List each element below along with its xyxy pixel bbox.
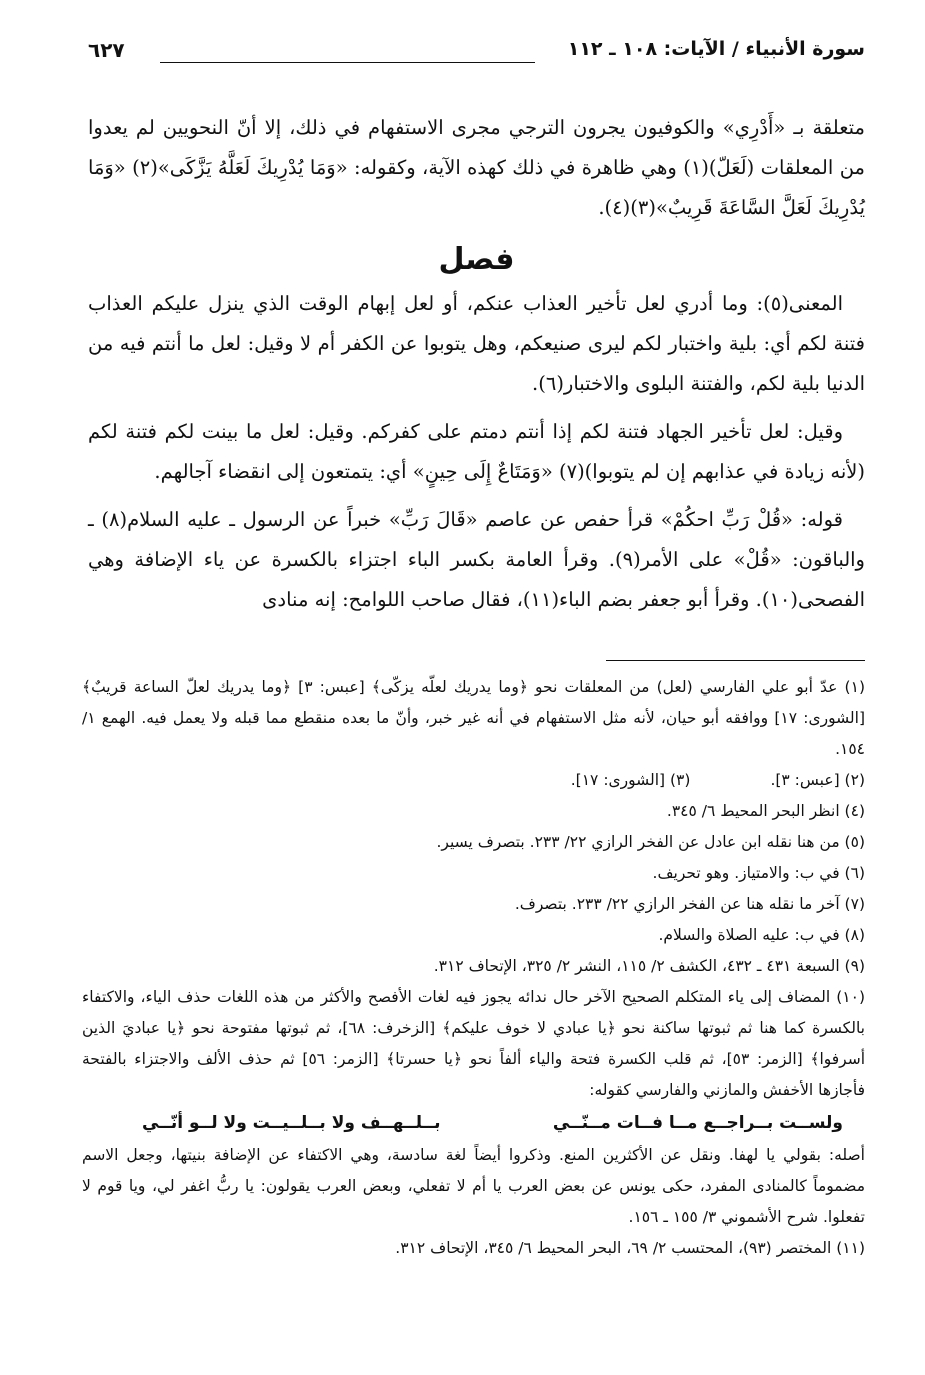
footnote-1: (١) عدّ أبو علي الفارسي (لعل) من المعلقات نحو ﴿وما يدريك لعلّه يزكّى﴾ [عبس: ٣] ﴿وما يدريك لعلّ الساعة قريبٌ﴾ [الشورى: ١٧] ووافقه أبو حيان، لأنه مثل الاستفهام في أنه غير خبر، وأنّ ما بعده منقطع مما قبله ولا يعمل فيه. الهمع ١/ ١٥٤. (82, 678, 865, 758)
paragraph-4: قوله: «قُلْ رَبِّ احكُمْ» قرأ حفص عن عاصم «قَالَ رَبِّ» خبراً عن الرسول ـ عليه السلام(٨) ـ والباقون: «قُلْ» على الأمر(٩). وقرأ العامة بكسر الباء اجتزاء بالكسرة عن ياء الإضافة وهي الفصحى(١٠). وقرأ أبو جعفر بضم الباء(١١)، فقال صاحب اللوامح: إنه منادى (88, 508, 865, 611)
footnote-9: (٩) السبعة ٤٣١ ـ ٤٣٢، الكشف ٢/ ١١٥، النشر ٢/ ٣٢٥، الإتحاف ٣١٢. (433, 957, 865, 975)
footnote-3: (٣) [الشورى: ١٧]. (570, 771, 691, 789)
main-text (88, 108, 865, 628)
poetry-verse (82, 1106, 865, 1140)
paragraph-2: المعنى(٥): وما أدري لعل تأخير العذاب عنكم، أو لعل إبهام الوقت الذي ينزل عليكم العذاب فتنة لكم أي: بلية واختبار لكم ليرى صنيعكم، وهل يتوبوا عن الكفر أم لا وقيل: لعل ما أنتم فيه من الدنيا بلية لكم، والفتنة البلوى والاختبار(٦). (88, 292, 865, 395)
footnote-10: (١٠) المضاف إلى ياء المتكلم الصحيح الآخر حال ندائه يجوز فيه لغات الأفصح والأكثر من هذه اللغات حذف الياء، والاكتفاء بالكسرة كما هنا ثم ثبوتها ساكنة نحو ﴿يا عبادي لا خوف عليكم﴾ [الزخرف: ٦٨]، ثم ثبوتها مفتوحة نحو ﴿يا عباديَ الذين أسرفوا﴾ [الزمر: ٥٣]، ثم قلب الكسرة فتحة والياء ألفاً نحو ﴿يا حسرتا﴾ [الزمر: ٥٦] ثم حذف الألف والاجتزاء بالفتحة فأجازها الأخفش والمازني والفارسي كقوله: (82, 988, 866, 1099)
footnote-7: (٧) آخر ما نقله هنا عن الفخر الرازي ٢٢/ ٢٣٣. بتصرف. (514, 895, 865, 913)
footnote-2: (٢) [عبس: ٣]. (770, 771, 865, 789)
verse-second-hemistich: بــلــهــف ولا بــلــيــت ولا لــو أنّــي (142, 1113, 441, 1133)
header-rule (160, 62, 535, 63)
section-title: فصل (438, 242, 515, 277)
footnote-8: (٨) في ب: عليه الصلاة والسلام. (658, 926, 865, 944)
footnote-separator (606, 660, 865, 661)
running-title: سورة الأنبياء / الآيات: ١٠٨ ـ ١١٢ (567, 38, 865, 60)
footnote-4: (٤) انظر البحر المحيط ٦/ ٣٤٥. (666, 802, 865, 820)
verse-first-hemistich: ولســت بــراجــع مــا فــات مــنّــي (552, 1113, 843, 1133)
paragraph-1: متعلقة بـ «أَدْرِي» والكوفيون يجرون الترجي مجرى الاستفهام في ذلك، إلا أنّ النحويين لم يعدوا من المعلقات (لَعَلّ)(١) وهي ظاهرة في ذلك كهذه الآية، وكقوله: «وَمَا يُدْرِيكَ لَعَلَّهُ يَزَّكَى»(٢) «وَمَا يُدْرِيكَ لَعَلَّ السَّاعَةَ قَرِيبٌ»(٣)(٤). (88, 116, 865, 219)
paragraph-3: وقيل: لعل تأخير الجهاد فتنة لكم إذا أنتم دمتم على كفركم. وقيل: لعل ما بينت لكم فتنة لكم (لأنه زيادة في عذابهم إن لم يتوبوا)(٧) «وَمَتَاعٌ إِلَى حِينٍ» أي: يتمتعون إلى انقضاء آجالهم. (88, 420, 865, 483)
footnote-5: (٥) من هنا نقله ابن عادل عن الفخر الرازي ٢٢/ ٢٣٣. بتصرف يسير. (436, 833, 865, 851)
footnote-10-continued: أصله: بقولي يا لهفا. ونقل عن الأكثرين المنع. وذكروا أيضاً لغة سادسة، وهي الاكتفاء عن الإضافة بنيتها، وجعل الاسم مضموماً كالمنادى المفرد، حكى يونس عن بعض العرب يا أم لا تفعلي، وبعض العرب يقولون: يا ربُّ اغفر لي، ويا قوم لا تفعلوا. شرح الأشموني ٣/ ١٥٥ ـ ١٥٦. (82, 1146, 865, 1226)
footnote-11: (١١) المختصر (٩٣)، المحتسب ٢/ ٦٩، البحر المحيط ٦/ ٣٤٥، الإتحاف ٣١٢. (395, 1239, 865, 1257)
footnote-6: (٦) في ب: والامتياز. وهو تحريف. (652, 864, 865, 882)
footnotes-2-3 (82, 765, 865, 796)
page-header (88, 34, 865, 70)
page-number: ٦٢٧ (88, 38, 125, 62)
footnotes (82, 672, 865, 1264)
